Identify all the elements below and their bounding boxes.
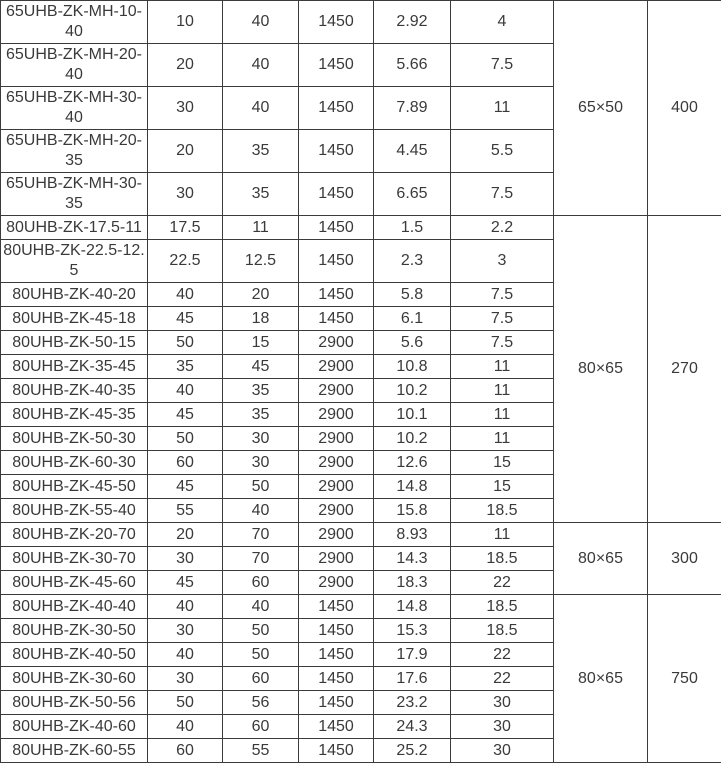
model-cell: 80UHB-ZK-45-60 xyxy=(1,571,148,595)
speed-cell: 2900 xyxy=(299,355,374,379)
flow-cell: 50 xyxy=(148,331,223,355)
power-a-cell: 1.5 xyxy=(374,216,451,240)
power-a-cell: 15.3 xyxy=(374,619,451,643)
model-cell: 80UHB-ZK-40-50 xyxy=(1,643,148,667)
flow-cell: 20 xyxy=(148,523,223,547)
head-cell: 40 xyxy=(223,499,299,523)
model-cell: 80UHB-ZK-50-15 xyxy=(1,331,148,355)
size-cell: 65×50 xyxy=(554,1,648,216)
model-cell: 80UHB-ZK-50-56 xyxy=(1,691,148,715)
speed-cell: 2900 xyxy=(299,427,374,451)
flow-cell: 20 xyxy=(148,130,223,173)
size-cell: 80×65 xyxy=(554,523,648,595)
flow-cell: 30 xyxy=(148,547,223,571)
head-cell: 50 xyxy=(223,619,299,643)
model-cell: 65UHB-ZK-MH-20-35 xyxy=(1,130,148,173)
power-a-cell: 2.3 xyxy=(374,240,451,283)
speed-cell: 2900 xyxy=(299,403,374,427)
flow-cell: 30 xyxy=(148,619,223,643)
model-cell: 80UHB-ZK-17.5-11 xyxy=(1,216,148,240)
head-cell: 18 xyxy=(223,307,299,331)
model-cell: 80UHB-ZK-22.5-12.5 xyxy=(1,240,148,283)
power-b-cell: 11 xyxy=(451,379,554,403)
power-b-cell: 7.5 xyxy=(451,173,554,216)
power-a-cell: 14.8 xyxy=(374,475,451,499)
head-cell: 30 xyxy=(223,427,299,451)
flow-cell: 30 xyxy=(148,173,223,216)
speed-cell: 2900 xyxy=(299,571,374,595)
power-a-cell: 5.6 xyxy=(374,331,451,355)
flow-cell: 10 xyxy=(148,1,223,44)
model-cell: 65UHB-ZK-MH-30-40 xyxy=(1,87,148,130)
model-cell: 80UHB-ZK-60-55 xyxy=(1,739,148,763)
head-cell: 30 xyxy=(223,451,299,475)
flow-cell: 45 xyxy=(148,403,223,427)
head-cell: 70 xyxy=(223,547,299,571)
model-cell: 80UHB-ZK-40-60 xyxy=(1,715,148,739)
flow-cell: 55 xyxy=(148,499,223,523)
power-a-cell: 12.6 xyxy=(374,451,451,475)
flow-cell: 17.5 xyxy=(148,216,223,240)
power-a-cell: 6.1 xyxy=(374,307,451,331)
head-cell: 40 xyxy=(223,44,299,87)
model-cell: 80UHB-ZK-60-30 xyxy=(1,451,148,475)
head-cell: 35 xyxy=(223,403,299,427)
flow-cell: 40 xyxy=(148,643,223,667)
power-b-cell: 30 xyxy=(451,691,554,715)
spec-table-body xyxy=(1,1,721,763)
power-b-cell: 11 xyxy=(451,523,554,547)
power-a-cell: 17.6 xyxy=(374,667,451,691)
speed-cell: 1450 xyxy=(299,283,374,307)
model-cell: 80UHB-ZK-30-70 xyxy=(1,547,148,571)
flow-cell: 60 xyxy=(148,451,223,475)
model-cell: 80UHB-ZK-30-60 xyxy=(1,667,148,691)
flow-cell: 30 xyxy=(148,87,223,130)
model-cell: 80UHB-ZK-40-40 xyxy=(1,595,148,619)
model-cell: 80UHB-ZK-45-18 xyxy=(1,307,148,331)
head-cell: 35 xyxy=(223,379,299,403)
flow-cell: 35 xyxy=(148,355,223,379)
model-cell: 80UHB-ZK-45-50 xyxy=(1,475,148,499)
speed-cell: 2900 xyxy=(299,451,374,475)
model-cell: 80UHB-ZK-35-45 xyxy=(1,355,148,379)
size-cell: 80×65 xyxy=(554,216,648,523)
head-cell: 60 xyxy=(223,571,299,595)
speed-cell: 1450 xyxy=(299,1,374,44)
power-a-cell: 15.8 xyxy=(374,499,451,523)
flow-cell: 40 xyxy=(148,595,223,619)
speed-cell: 2900 xyxy=(299,475,374,499)
power-a-cell: 24.3 xyxy=(374,715,451,739)
flow-cell: 40 xyxy=(148,283,223,307)
model-cell: 65UHB-ZK-MH-10-40 xyxy=(1,1,148,44)
power-a-cell: 14.3 xyxy=(374,547,451,571)
speed-cell: 2900 xyxy=(299,523,374,547)
power-a-cell: 23.2 xyxy=(374,691,451,715)
flow-cell: 40 xyxy=(148,379,223,403)
head-cell: 60 xyxy=(223,715,299,739)
power-a-cell: 5.8 xyxy=(374,283,451,307)
power-b-cell: 5.5 xyxy=(451,130,554,173)
speed-cell: 1450 xyxy=(299,595,374,619)
power-a-cell: 8.93 xyxy=(374,523,451,547)
speed-cell: 1450 xyxy=(299,715,374,739)
flow-cell: 40 xyxy=(148,715,223,739)
head-cell: 35 xyxy=(223,173,299,216)
power-a-cell: 2.92 xyxy=(374,1,451,44)
power-a-cell: 6.65 xyxy=(374,173,451,216)
spec-value-cell: 300 xyxy=(648,523,721,595)
speed-cell: 1450 xyxy=(299,130,374,173)
power-b-cell: 11 xyxy=(451,87,554,130)
model-cell: 80UHB-ZK-55-40 xyxy=(1,499,148,523)
power-a-cell: 10.1 xyxy=(374,403,451,427)
power-b-cell: 7.5 xyxy=(451,307,554,331)
power-b-cell: 22 xyxy=(451,643,554,667)
table-row xyxy=(1,595,721,619)
table-row xyxy=(1,216,721,240)
power-b-cell: 11 xyxy=(451,403,554,427)
speed-cell: 1450 xyxy=(299,691,374,715)
head-cell: 56 xyxy=(223,691,299,715)
flow-cell: 45 xyxy=(148,571,223,595)
head-cell: 50 xyxy=(223,643,299,667)
speed-cell: 1450 xyxy=(299,240,374,283)
spec-value-cell: 400 xyxy=(648,1,721,216)
model-cell: 65UHB-ZK-MH-20-40 xyxy=(1,44,148,87)
speed-cell: 2900 xyxy=(299,331,374,355)
speed-cell: 1450 xyxy=(299,216,374,240)
power-a-cell: 7.89 xyxy=(374,87,451,130)
head-cell: 35 xyxy=(223,130,299,173)
flow-cell: 45 xyxy=(148,475,223,499)
power-b-cell: 11 xyxy=(451,427,554,451)
model-cell: 80UHB-ZK-40-20 xyxy=(1,283,148,307)
power-b-cell: 18.5 xyxy=(451,547,554,571)
power-b-cell: 30 xyxy=(451,715,554,739)
head-cell: 40 xyxy=(223,1,299,44)
power-a-cell: 18.3 xyxy=(374,571,451,595)
flow-cell: 50 xyxy=(148,427,223,451)
model-cell: 80UHB-ZK-20-70 xyxy=(1,523,148,547)
power-b-cell: 7.5 xyxy=(451,283,554,307)
power-b-cell: 15 xyxy=(451,451,554,475)
head-cell: 40 xyxy=(223,87,299,130)
head-cell: 11 xyxy=(223,216,299,240)
speed-cell: 1450 xyxy=(299,87,374,130)
flow-cell: 30 xyxy=(148,667,223,691)
power-a-cell: 10.8 xyxy=(374,355,451,379)
speed-cell: 1450 xyxy=(299,643,374,667)
power-b-cell: 2.2 xyxy=(451,216,554,240)
power-b-cell: 4 xyxy=(451,1,554,44)
model-cell: 80UHB-ZK-50-30 xyxy=(1,427,148,451)
spec-value-cell: 270 xyxy=(648,216,721,523)
power-b-cell: 22 xyxy=(451,571,554,595)
power-b-cell: 30 xyxy=(451,739,554,763)
model-cell: 80UHB-ZK-40-35 xyxy=(1,379,148,403)
power-b-cell: 18.5 xyxy=(451,595,554,619)
table-row xyxy=(1,523,721,547)
head-cell: 20 xyxy=(223,283,299,307)
model-cell: 65UHB-ZK-MH-30-35 xyxy=(1,173,148,216)
table-row xyxy=(1,1,721,44)
power-a-cell: 14.8 xyxy=(374,595,451,619)
power-b-cell: 18.5 xyxy=(451,499,554,523)
power-a-cell: 25.2 xyxy=(374,739,451,763)
power-b-cell: 22 xyxy=(451,667,554,691)
speed-cell: 2900 xyxy=(299,499,374,523)
head-cell: 15 xyxy=(223,331,299,355)
flow-cell: 22.5 xyxy=(148,240,223,283)
speed-cell: 1450 xyxy=(299,739,374,763)
head-cell: 50 xyxy=(223,475,299,499)
spec-value-cell: 750 xyxy=(648,595,721,763)
head-cell: 45 xyxy=(223,355,299,379)
speed-cell: 2900 xyxy=(299,547,374,571)
flow-cell: 45 xyxy=(148,307,223,331)
power-b-cell: 3 xyxy=(451,240,554,283)
power-b-cell: 7.5 xyxy=(451,331,554,355)
speed-cell: 1450 xyxy=(299,173,374,216)
model-cell: 80UHB-ZK-45-35 xyxy=(1,403,148,427)
speed-cell: 1450 xyxy=(299,619,374,643)
power-a-cell: 5.66 xyxy=(374,44,451,87)
speed-cell: 1450 xyxy=(299,667,374,691)
power-b-cell: 11 xyxy=(451,355,554,379)
speed-cell: 1450 xyxy=(299,44,374,87)
speed-cell: 1450 xyxy=(299,307,374,331)
power-a-cell: 10.2 xyxy=(374,427,451,451)
flow-cell: 60 xyxy=(148,739,223,763)
head-cell: 55 xyxy=(223,739,299,763)
flow-cell: 50 xyxy=(148,691,223,715)
power-b-cell: 7.5 xyxy=(451,44,554,87)
power-b-cell: 18.5 xyxy=(451,619,554,643)
speed-cell: 2900 xyxy=(299,379,374,403)
head-cell: 12.5 xyxy=(223,240,299,283)
model-cell: 80UHB-ZK-30-50 xyxy=(1,619,148,643)
flow-cell: 20 xyxy=(148,44,223,87)
head-cell: 60 xyxy=(223,667,299,691)
size-cell: 80×65 xyxy=(554,595,648,763)
power-b-cell: 15 xyxy=(451,475,554,499)
power-a-cell: 4.45 xyxy=(374,130,451,173)
head-cell: 70 xyxy=(223,523,299,547)
power-a-cell: 17.9 xyxy=(374,643,451,667)
head-cell: 40 xyxy=(223,595,299,619)
power-a-cell: 10.2 xyxy=(374,379,451,403)
